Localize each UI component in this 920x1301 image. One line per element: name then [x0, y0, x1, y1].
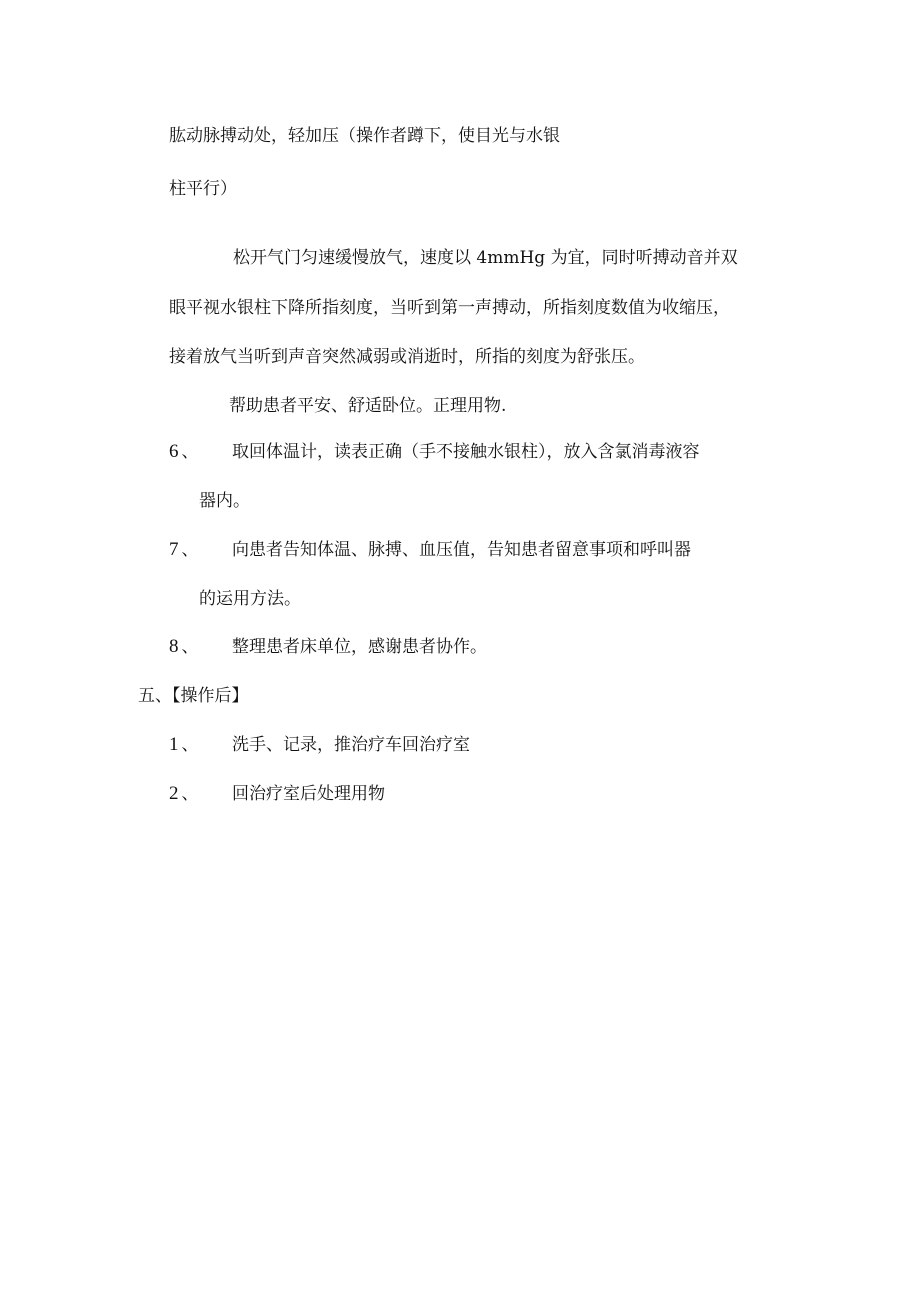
- post-step-1-text: 洗手、记录，推治疗车回治疗室: [232, 735, 470, 755]
- deflate-line-2: 眼平视水银柱下降所指刻度，当听到第一声搏动，所指刻度数值为收缩压，: [169, 298, 730, 318]
- step-separator: 、: [181, 540, 199, 559]
- step-7-line-2: 的运用方法。: [199, 589, 301, 609]
- step-separator: 、: [181, 442, 199, 461]
- assist-paragraph: 帮助患者平安、舒适卧位。正理用物.: [229, 396, 507, 416]
- step-number-digit: 7: [169, 539, 179, 560]
- step-number-digit: 1: [169, 734, 179, 755]
- deflate-line-1: 松开气门匀速缓慢放气，速度以 4mmHg 为宜，同时听搏动音并双: [233, 248, 738, 268]
- step-number: [169, 636, 199, 658]
- step-number: [169, 539, 199, 561]
- continuation-line-1: 肱动脉搏动处，轻加压（操作者蹲下，使目光与水银: [169, 126, 560, 146]
- step-separator: 、: [181, 784, 199, 803]
- post-step-2-text: 回治疗室后处理用物: [232, 784, 385, 804]
- step-number: [169, 441, 199, 463]
- deflate-line-3: 接着放气当听到声音突然减弱或消逝时，所指的刻度为舒张压。: [169, 347, 645, 367]
- step-number-digit: 2: [169, 783, 179, 804]
- step-separator: 、: [181, 637, 199, 656]
- step-7-line-1: 向患者告知体温、脉搏、血压值，告知患者留意事项和呼叫器: [232, 540, 691, 560]
- step-number-digit: 6: [169, 441, 179, 462]
- section-heading: 五、【操作后】: [138, 686, 249, 706]
- step-number: [169, 783, 199, 805]
- step-6-line-1: 取回体温计，读表正确（手不接触水银柱），放入含氯消毒液容: [232, 442, 700, 462]
- step-separator: 、: [181, 735, 199, 754]
- step-6-line-2: 器内。: [199, 491, 250, 511]
- step-number-digit: 8: [169, 636, 179, 657]
- step-8-line-1: 整理患者床单位，感谢患者协作。: [232, 637, 487, 657]
- continuation-line-2: 柱平行）: [169, 179, 237, 199]
- step-number: [169, 734, 199, 756]
